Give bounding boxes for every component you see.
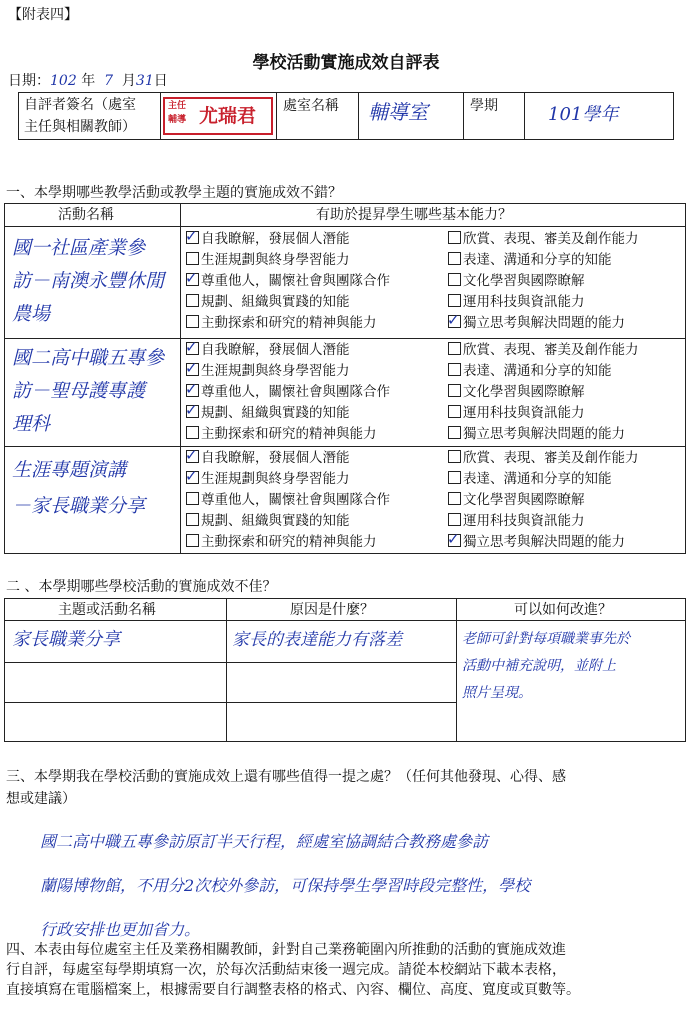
option-appreciation: 欣賞、表現、審美及創作能力 — [448, 448, 639, 469]
section2-col-improve: 可以如何改進？ — [514, 602, 612, 618]
option-active-exploration: 主動探索和研究的精神與能力 — [186, 532, 390, 553]
section4-line: 四、本表由每位處室主任及業務相關教師，針對自己業務範圍內所推動的活動的實施成效進 — [6, 942, 566, 958]
activity-2-line: 理科 — [12, 413, 51, 435]
activity-2[interactable] — [12, 342, 164, 441]
row2-right-options — [448, 340, 639, 445]
checkbox[interactable]: ✓ — [185, 269, 198, 287]
option-career-planning: ✓ 生涯規劃與終身學習能力 — [185, 467, 350, 487]
answer-line: 行政安排也更加省力。 — [40, 920, 201, 939]
term-label: 學期 — [470, 98, 498, 114]
option-independent-thinking: ✓ 獨立思考與解決問題的能力 — [447, 311, 625, 331]
activity-3-line: 生涯專題演講 — [12, 459, 127, 481]
checkbox[interactable] — [448, 252, 461, 265]
date-year[interactable]: 102 — [50, 73, 77, 89]
section3-heading-line2: 想或建議） — [6, 791, 76, 807]
checkbox[interactable] — [186, 513, 199, 526]
option-culture: 文化學習與國際瞭解 — [448, 271, 639, 292]
activity-3[interactable] — [12, 452, 145, 524]
checkbox[interactable]: ✓ — [185, 401, 198, 419]
section2-topic[interactable]: 家長職業分享 — [12, 629, 120, 650]
checkbox[interactable] — [186, 294, 199, 307]
option-career-planning: ✓ 生涯規劃與終身學習能力 — [185, 359, 350, 379]
option-active-exploration: 主動探索和研究的精神與能力 — [186, 424, 390, 445]
option-respect-others: ✓ 尊重他人，關懷社會與團隊合作 — [185, 380, 390, 400]
activity-1-line: 訪－南澳永豐休閒 — [12, 270, 165, 292]
stamp-dept: 輔導 — [168, 115, 187, 125]
stamp-name: 尤瑞君 — [199, 105, 257, 127]
activity-2-line: 國二高中職五專參 — [12, 347, 165, 369]
checkbox[interactable] — [186, 534, 199, 547]
checkbox[interactable] — [448, 363, 461, 376]
option-planning-organizing: 規劃、組織與實踐的知能 — [186, 292, 390, 313]
section4-line: 行自評，每處室每學期填寫一次，於每次活動結束後一週完成。請從本校網站下載本表格， — [6, 962, 566, 978]
section4-instructions — [6, 940, 690, 1000]
option-self-understanding: ✓ 自我瞭解，發展個人潛能 — [185, 446, 350, 466]
section2-reason[interactable]: 家長的表達能力有落差 — [232, 630, 402, 650]
section2-col-reason: 原因是什麼？ — [290, 602, 374, 618]
option-culture: 文化學習與國際瞭解 — [448, 490, 639, 511]
option-appreciation: 欣賞、表現、審美及創作能力 — [448, 340, 639, 361]
answer-line: 蘭陽博物館，不用分2次校外參訪，可保持學生學習時段完整性，學校 — [40, 876, 531, 895]
page-title: 學校活動實施成效自評表 — [252, 53, 440, 73]
option-expression: 表達、溝通和分享的知能 — [448, 469, 639, 490]
improve-line: 活動中補充說明，並附上 — [462, 658, 616, 674]
checkbox[interactable]: ✓ — [185, 467, 198, 485]
date-row — [8, 72, 168, 90]
checkbox[interactable]: ✓ — [447, 311, 460, 329]
option-expression: 表達、溝通和分享的知能 — [448, 250, 639, 271]
improve-line: 照片呈現。 — [462, 685, 532, 701]
checkbox[interactable] — [448, 426, 461, 439]
checkbox[interactable]: ✓ — [447, 530, 460, 548]
section2-improve[interactable] — [462, 626, 630, 707]
checkbox[interactable] — [186, 315, 199, 328]
option-independent-thinking: ✓ 獨立思考與解決問題的能力 — [447, 530, 625, 550]
activity-1-line: 農場 — [12, 303, 51, 325]
checkbox[interactable]: ✓ — [185, 380, 198, 398]
activity-3-line: －家長職業分享 — [12, 495, 146, 517]
checkbox[interactable] — [186, 492, 199, 505]
checkbox[interactable] — [448, 342, 461, 355]
checkbox[interactable] — [448, 405, 461, 418]
activity-1[interactable] — [12, 232, 164, 331]
checkbox[interactable] — [186, 426, 199, 439]
checkbox[interactable] — [448, 471, 461, 484]
option-planning-organizing: 規劃、組織與實踐的知能 — [186, 511, 390, 532]
section1-heading: 一、本學期哪些教學活動或教學主題的實施成效不錯？ — [6, 185, 342, 201]
activity-2-line: 訪－聖母護專護 — [12, 380, 146, 402]
option-planning-organizing: ✓ 規劃、組織與實踐的知能 — [185, 401, 350, 421]
activity-1-line: 國一社區產業參 — [12, 237, 146, 259]
row1-right-options — [448, 229, 639, 334]
row2-left-options — [186, 340, 390, 445]
section2-heading: 二 、本學期哪些學校活動的實施成效不佳？ — [6, 579, 277, 595]
checkbox[interactable]: ✓ — [185, 227, 198, 245]
date-month[interactable]: 7 — [104, 73, 114, 89]
improve-line: 老師可針對每項職業事先於 — [462, 631, 630, 647]
section1-col-activity: 活動名稱 — [58, 207, 114, 223]
office-value[interactable]: 輔導室 — [368, 100, 428, 124]
date-month-unit: 月 — [121, 73, 136, 89]
checkbox[interactable] — [448, 384, 461, 397]
row3-right-options — [448, 448, 639, 553]
checkbox[interactable] — [186, 252, 199, 265]
option-self-understanding: ✓ 自我瞭解，發展個人潛能 — [185, 338, 350, 358]
option-technology: 運用科技與資訊能力 — [448, 511, 639, 532]
checkbox[interactable] — [448, 231, 461, 244]
option-culture: 文化學習與國際瞭解 — [448, 382, 639, 403]
row3-left-options — [186, 448, 390, 553]
appendix-label: 【附表四】 — [8, 7, 78, 23]
option-technology: 運用科技與資訊能力 — [448, 292, 639, 313]
option-career-planning: 生涯規劃與終身學習能力 — [186, 250, 390, 271]
option-independent-thinking: 獨立思考與解決問題的能力 — [448, 424, 639, 445]
section1-col-abilities: 有助於提昇學生哪些基本能力？ — [316, 207, 512, 223]
checkbox[interactable]: ✓ — [185, 446, 198, 464]
evaluator-label-line1: 自評者簽名（處室 — [24, 97, 136, 113]
section3-answer[interactable] — [40, 820, 530, 952]
option-technology: 運用科技與資訊能力 — [448, 403, 639, 424]
date-day-unit: 日 — [153, 73, 168, 89]
checkbox[interactable] — [448, 492, 461, 505]
option-self-understanding: ✓ 自我瞭解，發展個人潛能 — [185, 227, 350, 247]
term-value[interactable]: 101學年 — [548, 104, 619, 125]
answer-line: 國二高中職五專參訪原訂半天行程，經處室協調結合教務處參訪 — [40, 832, 489, 851]
date-year-unit: 年 — [81, 73, 96, 89]
checkbox[interactable] — [448, 450, 461, 463]
date-label: 日期： — [8, 73, 50, 89]
checkbox[interactable] — [448, 513, 461, 526]
office-label: 處室名稱 — [283, 98, 339, 114]
checkbox[interactable]: ✓ — [185, 359, 198, 377]
section4-line: 直接填寫在電腦檔案上，根據需要自行調整表格的格式、內容、欄位、高度、寬度或頁數等。 — [6, 982, 580, 998]
row1-left-options — [186, 229, 390, 334]
stamp-title: 主任 — [168, 101, 187, 111]
option-expression: 表達、溝通和分享的知能 — [448, 361, 639, 382]
checkbox[interactable] — [448, 294, 461, 307]
evaluator-label-line2: 主任與相關教師） — [24, 119, 136, 135]
checkbox[interactable]: ✓ — [185, 338, 198, 356]
option-appreciation: 欣賞、表現、審美及創作能力 — [448, 229, 639, 250]
date-day[interactable]: 31 — [135, 73, 154, 89]
option-active-exploration: 主動探索和研究的精神與能力 — [186, 313, 390, 334]
section2-col-topic: 主題或活動名稱 — [58, 602, 156, 618]
option-respect-others: ✓ 尊重他人，關懷社會與團隊合作 — [185, 269, 390, 289]
option-respect-others: 尊重他人，關懷社會與團隊合作 — [186, 490, 390, 511]
signature-stamp — [163, 97, 273, 135]
section3-heading-line1: 三、本學期我在學校活動的實施成效上還有哪些值得一提之處？（任何其他發現、心得、感 — [6, 769, 566, 785]
checkbox[interactable] — [448, 273, 461, 286]
